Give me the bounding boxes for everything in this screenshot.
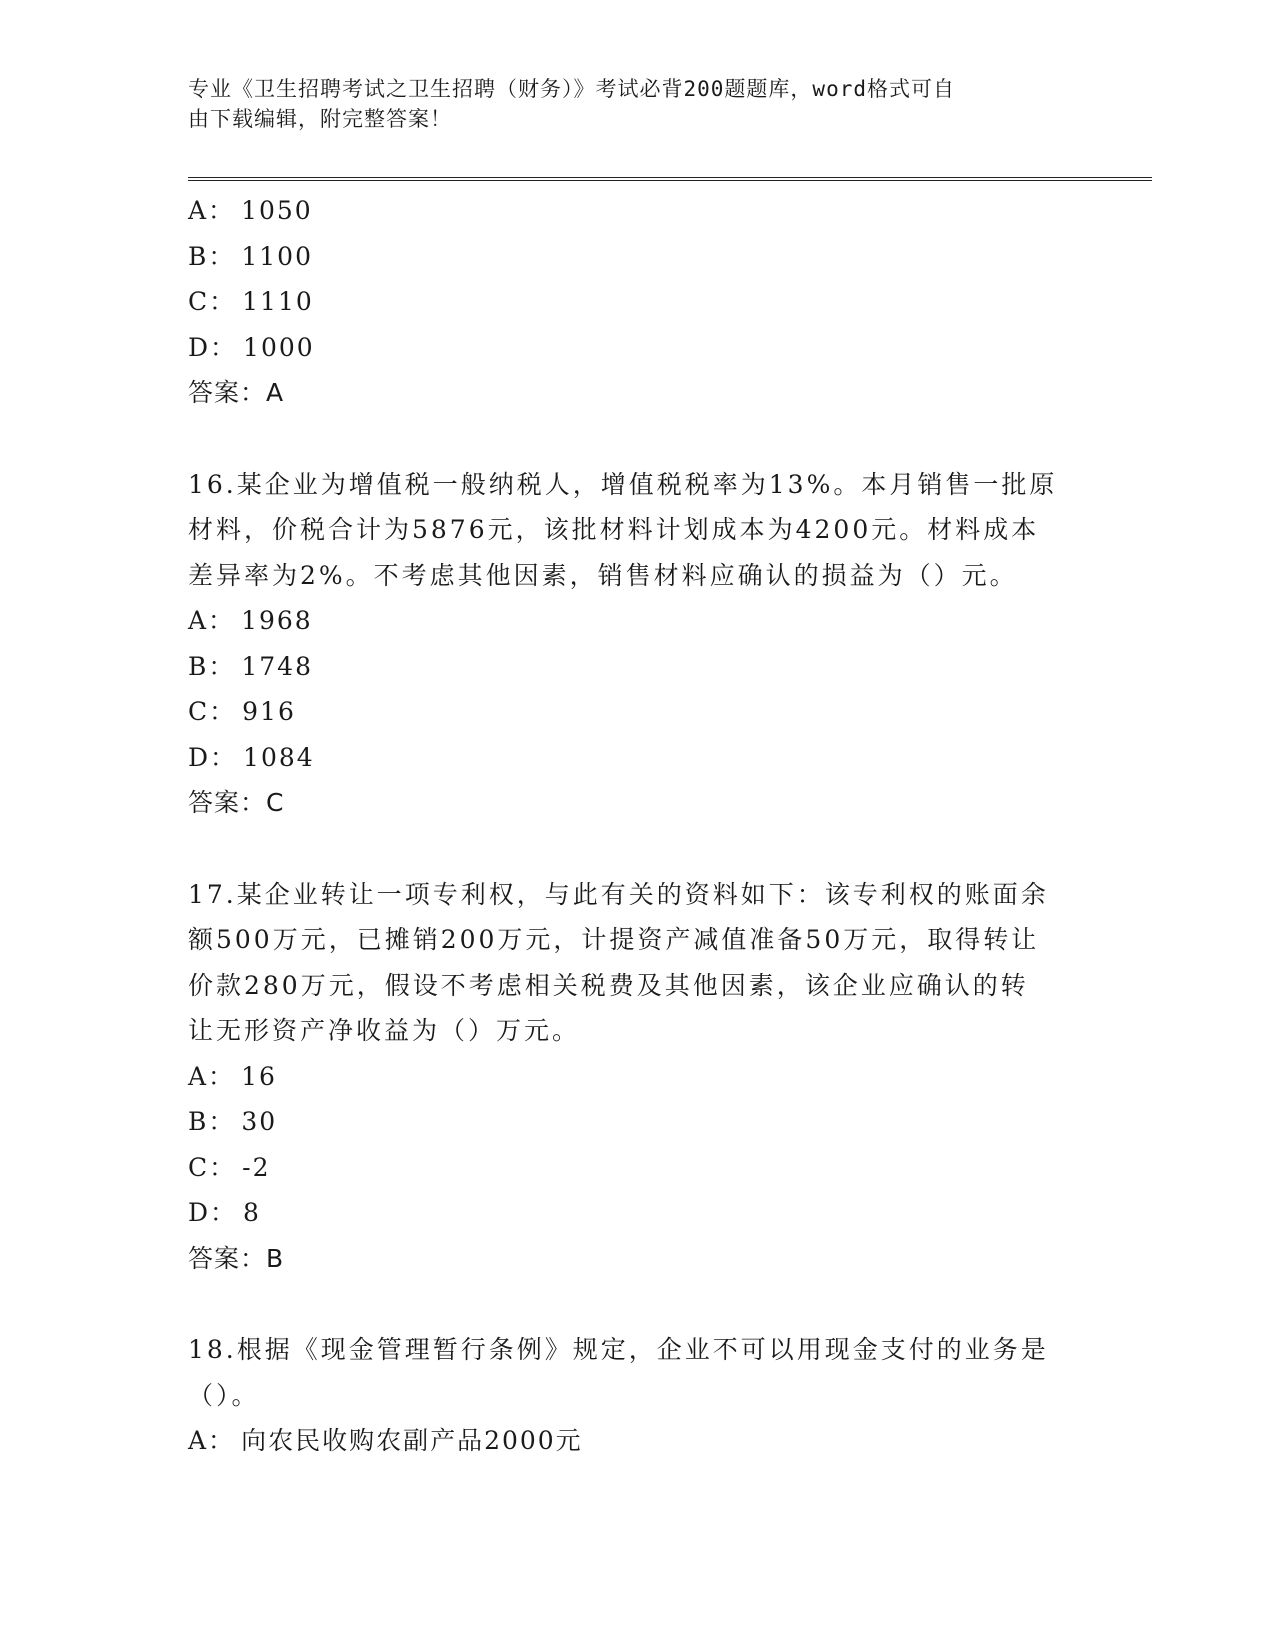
document-header <box>188 74 1068 134</box>
stem-line: 让无形资产净收益为（）万元。 <box>188 1016 581 1045</box>
stem-line: 17.某企业转让一项专利权，与此有关的资料如下：该专利权的账面余 <box>188 879 1049 909</box>
option-b: B： 1100 <box>188 241 313 271</box>
answer-line: 答案：C <box>188 788 285 817</box>
question-stem <box>188 1327 1088 1418</box>
option-d: D： 1084 <box>188 742 315 772</box>
question-16 <box>188 462 1088 826</box>
option-d: D： 1000 <box>188 332 315 362</box>
stem-line: （）。 <box>188 1380 260 1410</box>
header-line-1: 专业《卫生招聘考试之卫生招聘（财务）》考试必背200题题库，word格式可自 <box>188 77 955 101</box>
question-18 <box>188 1327 1088 1464</box>
question-stem <box>188 462 1088 599</box>
option-a: A： 向农民收购农副产品2000元 <box>188 1426 583 1455</box>
option-a: A： 16 <box>188 1061 277 1091</box>
option-b: B： 30 <box>188 1107 278 1136</box>
question-17 <box>188 872 1088 1282</box>
option-a: A： 1050 <box>188 196 313 225</box>
answer-line: 答案：B <box>188 1243 285 1273</box>
stem-line: 额500万元，已摊销200万元，计提资产减值准备50万元，取得转让 <box>188 925 1040 954</box>
option-c: C： 1110 <box>188 287 314 316</box>
option-c: C： -2 <box>188 1152 271 1182</box>
option-a: A： 1968 <box>188 606 313 635</box>
option-c: C： 916 <box>188 697 296 726</box>
option-d: D： 8 <box>188 1198 261 1227</box>
stem-line: 差异率为2%。不考虑其他因素，销售材料应确认的损益为（）元。 <box>188 560 1018 590</box>
stem-line: 18.根据《现金管理暂行条例》规定，企业不可以用现金支付的业务是 <box>188 1335 1049 1364</box>
option-b: B： 1748 <box>188 651 313 681</box>
answer-line: 答案：A <box>188 378 285 407</box>
question-15 <box>188 188 1088 416</box>
question-stem <box>188 872 1088 1054</box>
question-list <box>188 188 1088 1464</box>
header-line-2: 由下载编辑，附完整答案！ <box>188 107 452 131</box>
header-divider <box>188 177 1152 181</box>
stem-line: 价款280万元，假设不考虑相关税费及其他因素，该企业应确认的转 <box>188 970 1029 1000</box>
stem-line: 材料，价税合计为5876元，该批材料计划成本为4200元。材料成本 <box>188 515 1040 544</box>
stem-line: 16.某企业为增值税一般纳税人，增值税税率为13%。本月销售一批原 <box>188 469 1058 499</box>
